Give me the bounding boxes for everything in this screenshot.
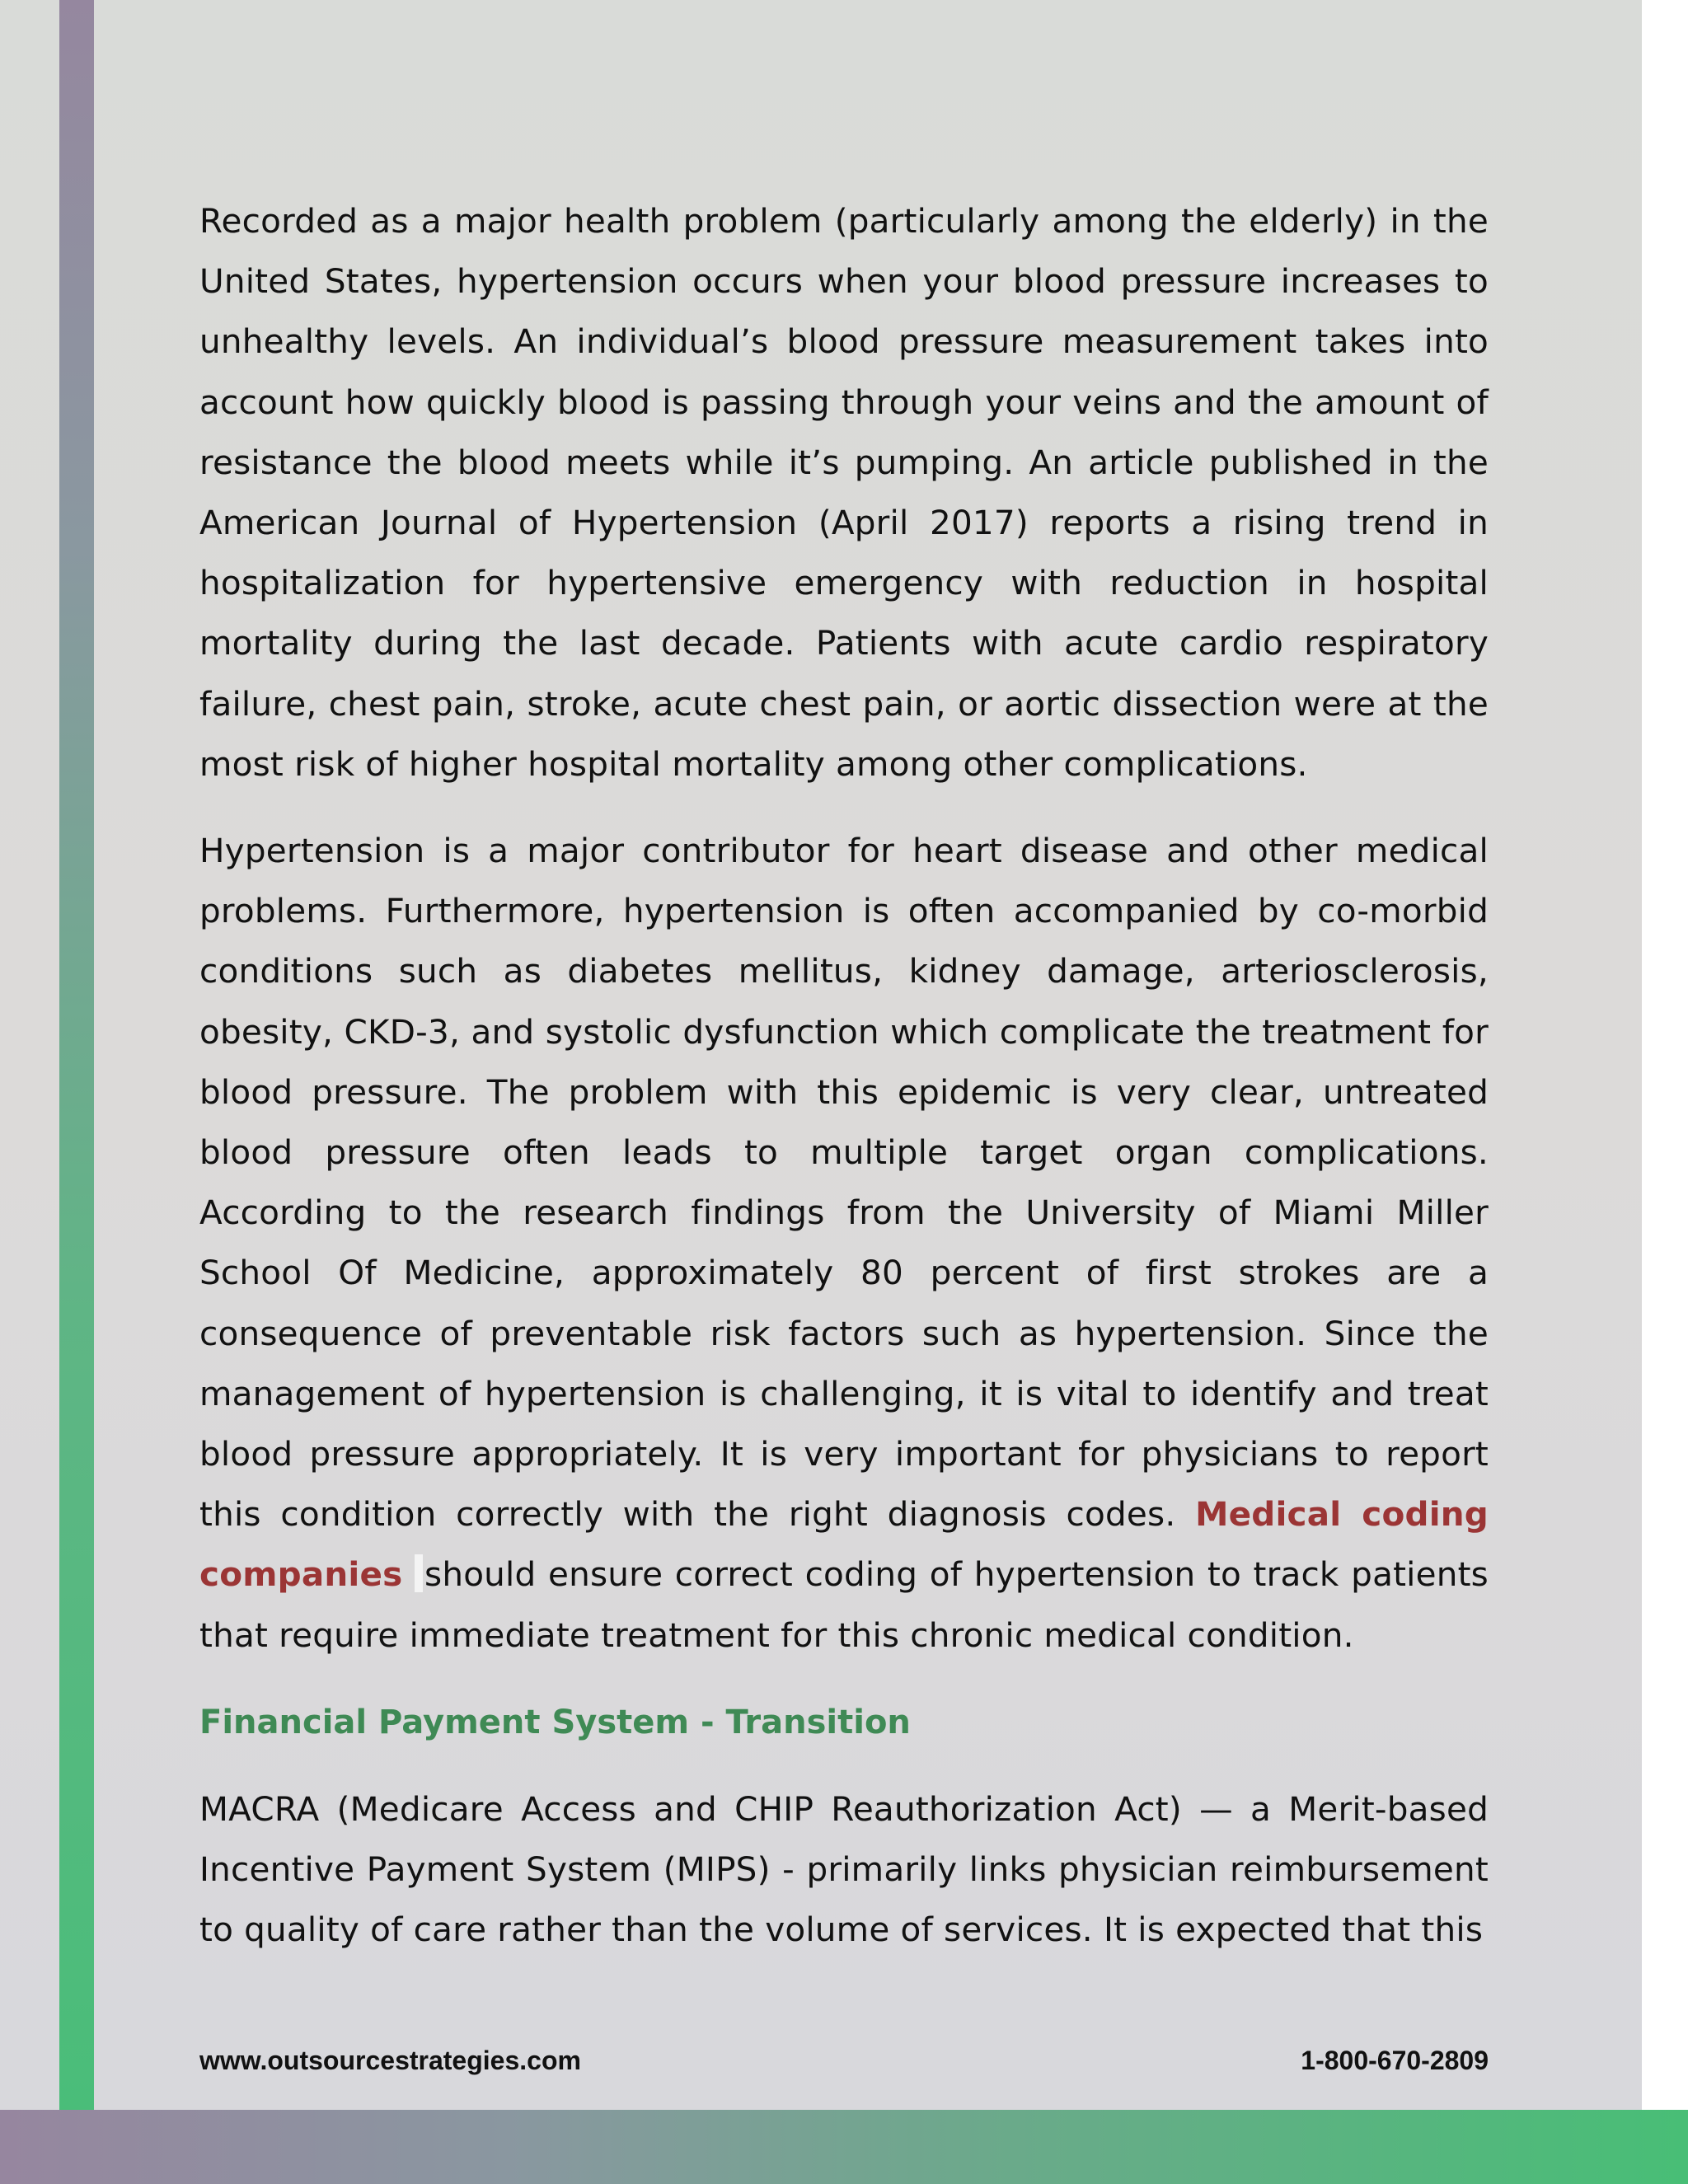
paragraph-macra: MACRA (Medicare Access and CHIP Reauthorization Act) — a Merit-based Incentive Payment System (MIPS) - primarily links physician reimbursement to quality of care rather than the volume of services. It is expected that this xyxy=(199,1788,1489,1950)
left-decorative-bar xyxy=(59,0,94,2184)
footer-website[interactable]: www.outsourcestrategies.com xyxy=(199,2046,581,2075)
paragraph-text-before-link: Hypertension is a major contributor for heart disease and other medical problems. Furthermore, hypertension is often accompanied by co-morbid conditions such as diabetes mellitus, kidney damage, arteriosclerosis, obesity, CKD-3, and systolic dysfunction which complicate the treatment for blood pressure. The problem with this epidemic is very clear, untreated blood pressure often leads to multiple target organ complications. According to the research findings from the University of Miami Miller School Of Medicine, approximately 80 percent of first strokes are a consequence of preventable risk factors such as hypertension. Since the management of hypertension is challenging, it is vital to identify and treat blood pressure appropriately. It is very important for physicians to report this condition correctly with the right diagnosis codes. xyxy=(199,831,1489,1535)
paragraph-text-after-link: should ensure correct coding of hypertension to track patients that require immediate treatment for this chronic medical condition. xyxy=(199,1554,1489,1655)
section-heading-financial-payment: Financial Payment System - Transition xyxy=(199,1703,911,1741)
document-body xyxy=(199,191,1489,1960)
medical-coding-companies-link[interactable]: Medical coding companies xyxy=(199,1494,1489,1595)
footer-phone: 1-800-670-2809 xyxy=(1301,2046,1489,2075)
paragraph-hypertension-contributor xyxy=(199,821,1489,1666)
paragraph-hypertension-intro: Recorded as a major health problem (particularly among the elderly) in the United States, hypertension occurs when your blood pressure increases to unhealthy levels. An individual’s blood pressure measurement takes into account how quickly blood is passing through your veins and the amount of resistance the blood meets while it’s pumping. An article published in the American Journal of Hypertension (April 2017) reports a rising trend in hospitalization for hypertensive emergency with reduction in hospital mortality during the last decade. Patients with acute cardio respiratory failure, chest pain, stroke, acute chest pain, or aortic dissection were at the most risk of higher hospital mortality among other complications. xyxy=(199,201,1489,784)
text-cursor-mark xyxy=(415,1554,423,1592)
bottom-decorative-bar xyxy=(0,2110,1688,2184)
